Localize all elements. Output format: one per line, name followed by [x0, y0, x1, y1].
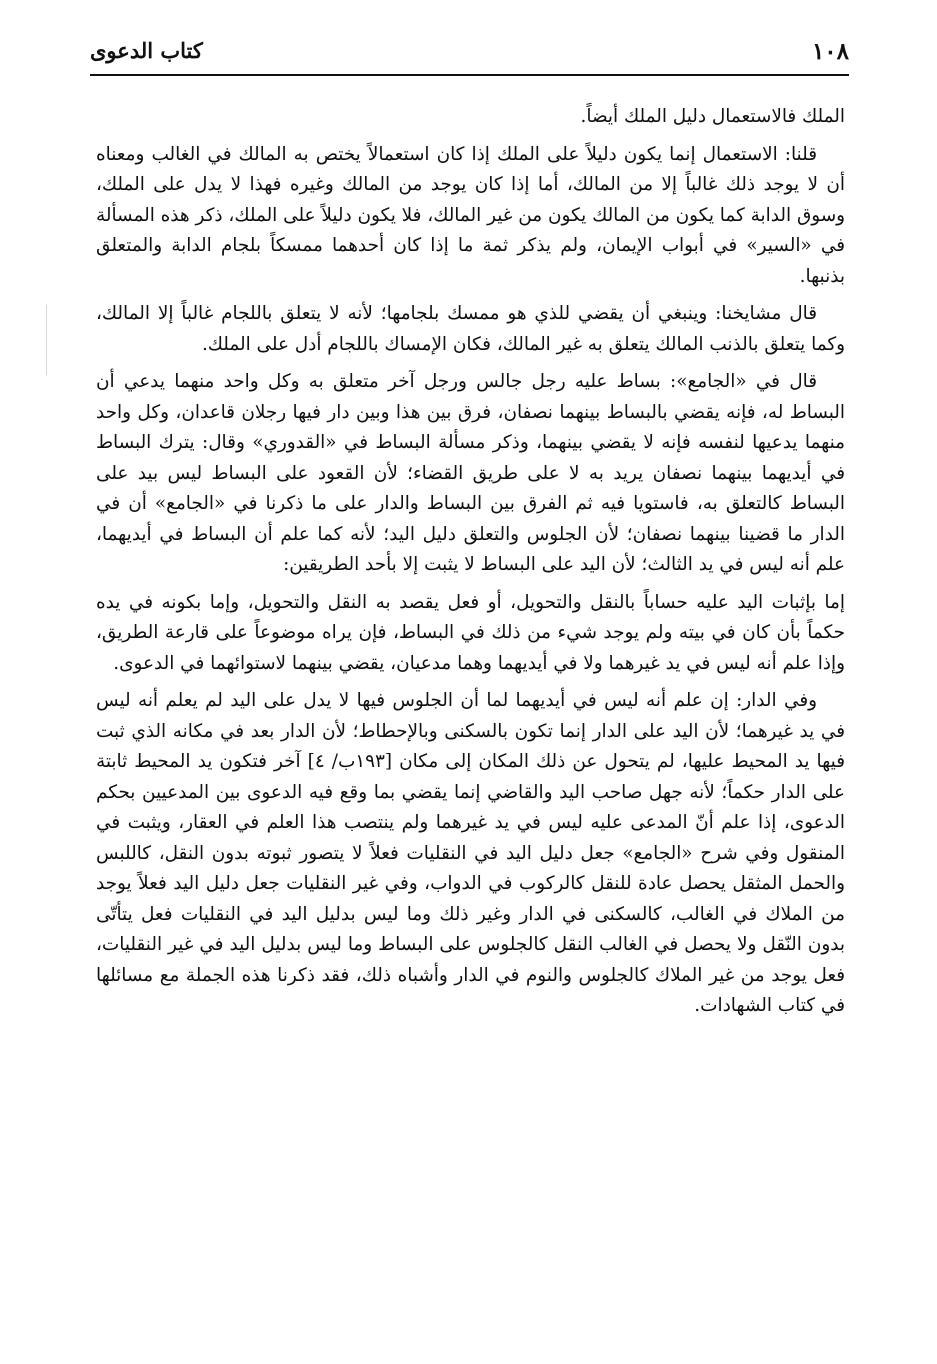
paragraph-1: الملك فالاستعمال دليل الملك أيضاً.: [580, 106, 845, 127]
paragraph-4: قال في «الجامع»: بساط عليه رجل جالس ورجل آخر متعلق به وكل واحد منهما يدعي أن البساط له، فإنه يقضي بالبساط بينهما نصفان، فرق بين هذا وبين دار فيها رجلان قاعدان، وكل واحد منهما يدعيها لنفسه فإنه لا يقضي بينهما، وذكر مسألة البساط في «القدوري» وقال: يترك البساط في أيديهما بينهما نصفان يريد به لا على طريق القضاء؛ لأن القعود على البساط ليس بيد على البساط كالتعلق به، فاستويا فيه ثم الفرق بين البساط والدار على ما ذكرنا في «الجامع» أن في الدار ما قضينا بينهما نصفان؛ لأن الجلوس والتعلق دليل اليد؛ لأنه كما علم أن البساط في أيديهما، علم أنه ليس في يد الثالث؛ لأن اليد على البساط لا يثبت إلا بأحد الطريقين:: [96, 371, 845, 575]
paragraph-6: وفي الدار: إن علم أنه ليس في أيديهما لما أن الجلوس فيها لا يدل على اليد لم يعلم أنه ليس في يد غيرهما؛ لأن اليد على الدار إنما تكون بالسكنى وبالإحطاط؛ لأن الدار بعد في مكانه الذي ثبت فيها يد المحيط عليها، لم يتحول عن ذلك المكان إلى مكان [١٩٣ب/ ٤] آخر فتكون يد المحيط ثابتة على الدار حكماً؛ لأنه جهل صاحب اليد والقاضي إنما يقضي بما وقع فيه الدعوى بين المدعيين بحكم الدعوى، إذا علم أنّ المدعى عليه ليس في يد غيرهما ولم ينتصب هذا العلم في العقار، ويثبت في المنقول وفي شرح «الجامع» جعل دليل اليد في النقليات فعلاً لا يتصور ثبوته بدون النقل، كاللبس والحمل المثقل يحصل عادة للنقل كالركوب في الدواب، وفي غير النقليات جعل دليل اليد فعلاً يوجد من الملاك في الغالب، كالسكنى في الدار وغير ذلك وما ليس بدليل اليد في النقليات فعل يتأتّى بدون النّقل ولا يحصل في الغالب النقل كالجلوس على البساط وما ليس بدليل اليد في غير النقليات، فعل يوجد من غير الملاك كالجلوس والنوم في الدار وأشباه ذلك، فقد ذكرنا هذه الجملة مع مسائلها في كتاب الشهادات.: [96, 690, 845, 1016]
page-header: [90, 34, 849, 78]
paragraph-5: إما بإثبات اليد عليه حساباً بالنقل والتحويل، أو فعل يقصد به النقل والتحويل، وإما بكونه في يده حكماً بأن كان في بيته ولم يوجد شيء من ذلك في البساط، فإن يراه موضوعاً على قارعة الطريق، وإذا علم أنه ليس في يد غيرهما ولا في أيديهما وهما مدعيان، يقضي بينهما لاستوائهما في الدعوى.: [96, 591, 845, 674]
header-rule: [90, 74, 849, 76]
body-text: [96, 102, 845, 1022]
paragraph-3: قال مشايخنا: وينبغي أن يقضي للذي هو ممسك بلجامها؛ لأنه لا يتعلق باللجام غالباً إلا المالك، وكما يتعلق بالذنب المالك يتعلق به غير المالك، فكان الإمساك باللجام أدل على الملك.: [96, 303, 845, 355]
paragraph-2: قلنا: الاستعمال إنما يكون دليلاً على الملك إذا كان استعمالاً يختص به المالك في الغالب ومعناه أن لا يوجد ذلك غالباً إلا من المالك، أما إذا كان يوجد من المالك وغيره فهذا لا يدل على الملك، وسوق الدابة كما يكون من المالك يكون من غير المالك، فلا يكون دليلاً على الملك، ذكر هذه المسألة في «السير» في أبواب الإيمان، ولم يذكر ثمة ما إذا كان أحدهما ممسكاً بلجام الدابة والمتعلق بذنبها.: [95, 143, 845, 287]
page-number: ١٠٨: [811, 38, 849, 65]
margin-scan-mark: [46, 305, 48, 375]
running-title: كتاب الدعوى: [90, 38, 203, 63]
